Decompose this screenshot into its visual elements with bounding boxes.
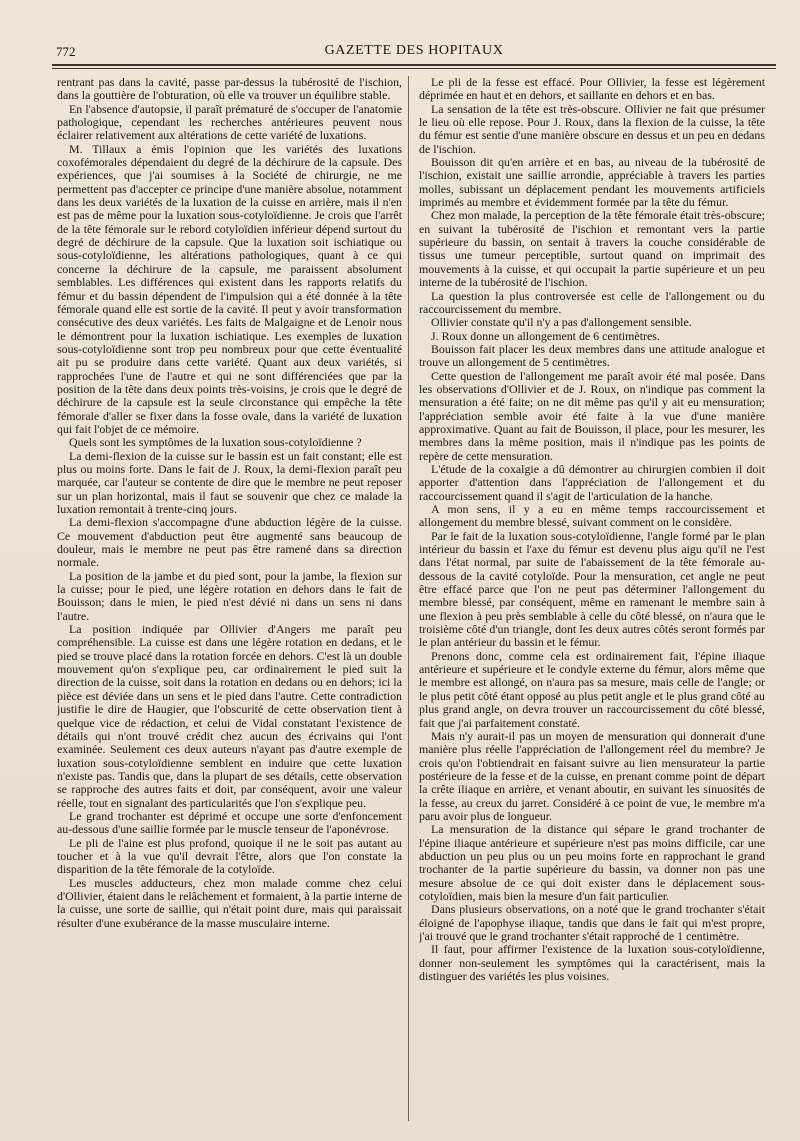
paragraph: Mais n'y aurait-il pas un moyen de mensuration qui donnerait d'une manière plus réelle l'appréciation de l'allongement réel du membre? Je crois qu'on l'obtiendrait en faisant suivre au lien mensurateur la partie postérieure de la fesse et de la cuisse, en prenant comme point de départ la crête iliaque en arrière, et venant aboutir, en suivant les sinuosités de la fesse, au creux du jarret. Considéré à ce point de vue, le membre m'a paru avoir plus de longueur. [419,728,765,823]
paragraph: Le grand trochanter est déprimé et occupe une sorte d'enfoncement au-dessous d'une saillie formée par le muscle tenseur de l'aponévrose. [57,808,402,837]
paragraph: En l'absence d'autopsie, il paraît prématuré de s'occuper de l'anatomie pathologique, cependant les recherches antérieures peuvent nous éclairer relativement aux altérations de cette variété de luxations. [57,101,402,143]
paragraph: La question la plus controversée est celle de l'allongement ou du raccourcissement du membre. [419,288,765,316]
running-title: GAZETTE DES HOPITAUX [324,43,504,58]
header-rule-thick [52,64,776,66]
paragraph: La demi-flexion de la cuisse sur le bassin est un fait constant; elle est plus ou moins forte. Dans le fait de J. Roux, la demi-flexion paraît peu marquée, car l'auteur se contente de dire que le membre ne peut reposer sur un plan horizontal, mais il faut se souvenir que chez ce malade la luxation remontait à trente-cinq jours. [57,448,402,516]
paragraph: Ollivier constate qu'il n'y a pas d'allongement sensible. [431,315,692,330]
paragraph: Il faut, pour affirmer l'existence de la luxation sous-cotyloïdienne, donner non-seulement les symptômes qui la caractérisent, mais la distinguer des variétés les plus voisines. [419,942,765,984]
paragraph: La position indiquée par Ollivier d'Angers me paraît peu compréhensible. La cuisse est dans une légère rotation en dedans, et le pied se trouve placé dans la rotation forcée en dehors. C'est là un double mouvement qu'on s'explique peu, car ordinairement le pied suit la direction de la cuisse, soit dans la rotation en dedans ou en dehors; ici la pièce est déviée dans un sens et le pied dans l'autre. Cette contradiction justifie le dire de Haugier, que l'obscurité de cette observation tient à quelque vice de rédaction, et celui de Vidal constatant l'existence de détails qui n'ont trouvé crédit chez aucun des écrivains qui l'ont examinée. Seulement ces deux auteurs n'ayant pas d'autre exemple de luxation sous-cotyloïdienne semblent en induire que cette luxation n'existe pas. Tandis que, dans la plupart de ses détails, cette observation se rapproche des autres faits et doit, par conséquent, avoir une valeur réelle, tout en signalant des particularités que l'on s'explique peu. [57,622,402,810]
page-header [52,40,776,62]
paragraph: L'étude de la coxalgie a dû démontrer au chirurgien combien il doit apporter d'attention dans l'appréciation de l'allongement et du raccourcissement quand il s'agit de l'articulation de la hanche. [419,461,765,503]
paragraph: Bouisson dit qu'en arrière et en bas, au niveau de la tubérosité de l'ischion, existait une saillie arrondie, appréciable à travers les parties molles, subissant un déplacement pendant les mouvements artificiels imprimés au membre et évidemment formée par la tête du fémur. [419,155,765,210]
paragraph: La sensation de la tête est très-obscure. Ollivier ne fait que présumer le lieu où elle repose. Pour J. Roux, dans la flexion de la cuisse, la tête du fémur est sentie d'une manière obscure en dessus et un peu en dedans de l'ischion. [419,101,765,156]
left-column [57,76,402,1131]
paragraph: La mensuration de la distance qui sépare le grand trochanter de l'épine iliaque antérieure et supérieure n'est pas moins difficile, car une abduction un peu plus ou un peu moins forte en rapprochant le grand trochanter de la partie supérieure du bassin, va donner non pas une mesure absolue de ce qui doit exister dans le déplacement sous-cotyloïdien, mais bien la mesure d'un fait particulier. [419,822,765,903]
paragraph: Les muscles adducteurs, chez mon malade comme chez celui d'Ollivier, étaient dans le relâchement et formaient, à la partie interne de la cuisse, une sorte de saillie, qui n'était point dure, mais qui paraissait résulter d'une exubérance de la masse musculaire interne. [57,875,402,930]
paragraph: Par le fait de la luxation sous-cotyloïdienne, l'angle formé par le plan intérieur du bassin et l'axe du fémur est devenu plus aigu qu'il ne l'est dans l'état normal, par suite de l'abaissement de la tête fémorale au-dessous de la cavité cotyloïde. Pour la mensuration, cet angle ne peut être effacé parce que l'on ne peut pas déterminer l'allongement du membre blessé, par conséquent, même en ramenant le membre sain à une flexion à peu près semblable à celle du côté blessé, on n'aura que le troisième côté d'un triangle, dont les deux autres côtés seront formés par le plan antérieur du bassin et le fémur. [419,528,765,650]
right-column [419,76,765,1131]
header-rule-thin [52,68,776,69]
paragraph: Le pli de l'aine est plus profond, quoique il ne le soit pas autant au toucher et à la vue qu'il devrait l'être, alors que l'on constate la disparition de la tête fémorale de la cotyloïde. [57,835,402,877]
paragraph: J. Roux donne un allongement de 6 centimètres. [431,328,660,343]
paragraph: M. Tillaux a émis l'opinion que les variétés des luxations coxofémorales dépendaient du degré de la déchirure de la capsule. Des expériences, que j'ai soumises à la Société de chirurgie, ne me permettent pas d'accepter ce principe d'une manière absolue, notamment dans les deux variétés de la luxation de la cuisse en arrière, mais il n'en est pas de même pour la luxation sous-cotyloïdienne. Je crois que l'arrêt de la tête fémorale sur le rebord cotyloïdien inférieur dépend surtout du degré de déchirure de la capsule. Que la luxation soit ischiatique ou sous-cotyloïdienne, les altérations pathologiques, quant à ce qui concerne la déchirure de la capsule, me paraissent absolument semblables. Les différences qui existent dans les rapports relatifs du fémur et du bassin dépendent de l'impulsion qui a été donnée à la tête fémorale quand elle est sortie de la cavité. Il peut y avoir transformation consécutive des deux variétés. Les faits de Malgaigne et de Lenoir nous le démontrent pour la luxation ischiatique. Les exemples de luxation sous-cotyloïdienne sont trop peu nombreux pour que cette éventualité ait pu se produire dans cette variété. Quant aux deux variétés, si rapprochées l'une de l'autre et qui ne sont différenciées que par la position de la tête dans deux points très-voisins, je crois que le degré de déchirure de la capsule est la seule circonstance qui empêche la tête fémorale d'aller se fixer dans la fosse ovale, dans la variété de luxation qui fait l'objet de ce mémoire. [57,141,402,436]
paragraph: Prenons donc, comme cela est ordinairement fait, l'épine iliaque antérieure et supérieure et le condyle externe du fémur, alors même que le membre est allongé, on n'aura pas sa mesure, mais celle de l'angle; or le plus petit côté étant opposé au plus petit angle et le plus grand côté au plus grand angle, on devra trouver un raccourcissement du côté blessé, fait que j'ai parfaitement constaté. [419,648,765,730]
paragraph: Le pli de la fesse est effacé. Pour Ollivier, la fesse est légèrement déprimée en haut et en dehors, et saillante en dehors et en bas. [419,76,765,103]
column-divider [408,76,409,1121]
paragraph: Cette question de l'allongement me paraît avoir été mal posée. Dans les observations d'Ollivier et de J. Roux, on n'indique pas comment la mensuration a été faite; on ne dit même pas qu'il y ait eu mensuration; l'appréciation semble avoir été faite à la vue d'une manière approximative. Quant au fait de Bouisson, il place, pour les mesurer, les membres dans la même position, mais il n'indique pas les points de repère de cette mensuration. [419,368,765,463]
paragraph: A mon sens, il y a eu en même temps raccourcissement et allongement du membre blessé, suivant comment on le considère. [419,502,765,530]
paragraph: Bouisson fait placer les deux membres dans une attitude analogue et trouve un allongement de 5 centimètres. [419,341,765,370]
paragraph: La position de la jambe et du pied sont, pour la jambe, la flexion sur la cuisse; pour le pied, une légère rotation en dehors dans le fait de Bouisson; dans le mien, le pied n'est dévié ni dans un sens ni dans l'autre. [57,568,402,623]
paragraph: La demi-flexion s'accompagne d'une abduction légère de la cuisse. Ce mouvement d'abduction peut être augmenté sans beaucoup de douleur, mais le membre ne peut pas être ramené dans sa direction normale. [57,515,402,570]
paragraph: Quels sont les symptômes de la luxation sous-cotyloïdienne ? [69,435,362,450]
page-number: 772 [56,44,76,59]
paragraph: rentrant pas dans la cavité, passe par-dessus la tubérosité de l'ischion, dans la gouttière de l'obturation, où elle va trouver un équilibre stable. [57,76,402,103]
paragraph: Dans plusieurs observations, on a noté que le grand trochanter s'était éloigné de l'apophyse iliaque, tandis que dans le fait qui m'est propre, j'ai trouvé que le grand trochanter s'était rapproché de 1 centimètre. [419,902,765,943]
paragraph: Chez mon malade, la perception de la tête fémorale était très-obscure; en suivant la tubérosité de l'ischion et remontant vers la partie supérieure du bassin, on sentait à travers la couche considérable de tissus une tumeur perceptible, surtout quand on imprimait des mouvements à la cuisse, et qui occupait la partie supérieure et un peu interne de la tubérosité de l'ischion. [419,208,765,290]
